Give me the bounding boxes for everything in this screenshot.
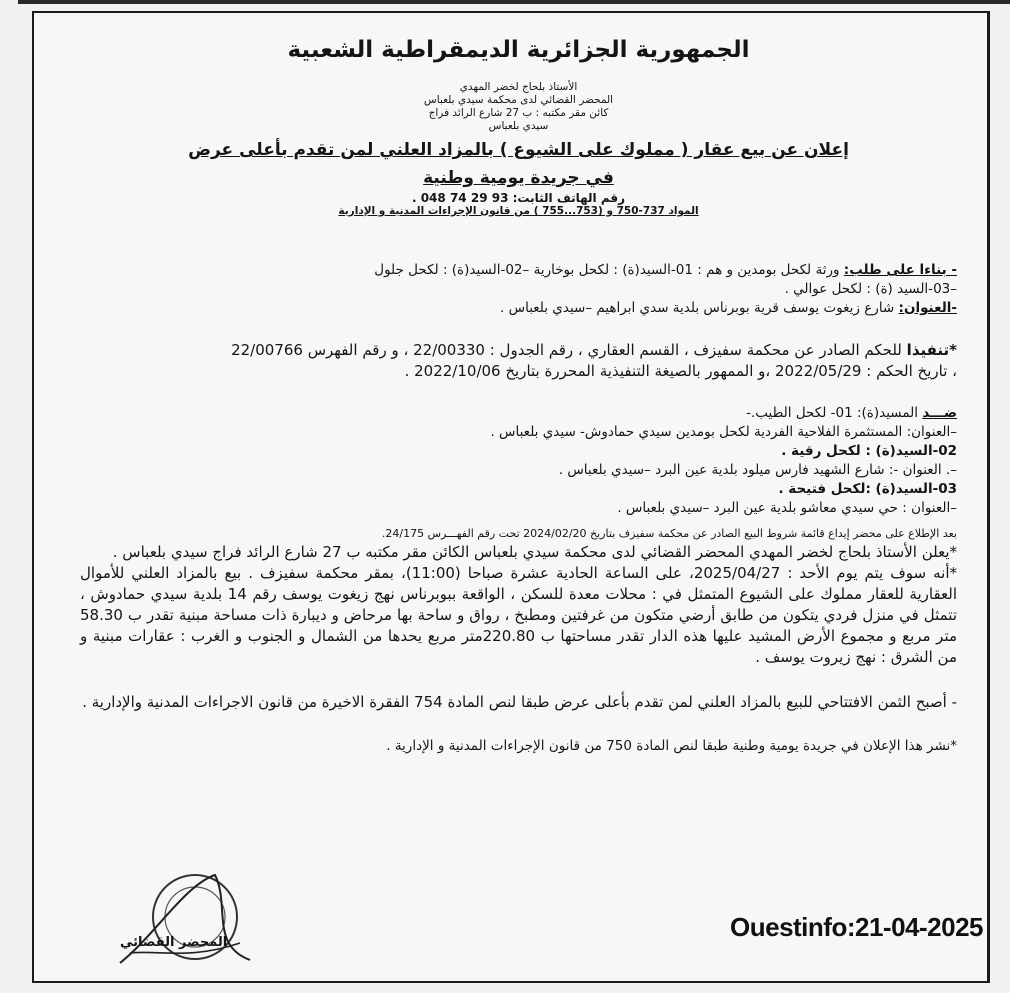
bailiff-stamp-icon	[100, 865, 270, 980]
bailiff-block	[80, 81, 957, 133]
sale-paragraph: *أنه سوف يتم يوم الأحد : 2025/04/27، على الساعة الحادية عشرة صباحا (11:00)، بمقر محكمة سفيزف . بيع بالمزاد العلني للأموال العقارية للعقار مملوك على الشيوع المتمثل في : محلات معدة للسكن ، الواقعة ببوبرناس نهج زيغوت يوسف رقم 14 بلدية سيدي حمادوش ، تتمثل في منزل فردي يتكون من طابق أرضي متكون من غرفتين ومطبخ ، رواق و ساحة بها مرحاض و ديبارة ذات مساحة مبنية تقدر ب 58.30 متر مربع و مجموع الأرض المشيد عليها هذه الدار تقدر مساحتها ب 220.80متر مربع يحدها من الشمال و الجنوب و الغرب : عقارات مبنية و من الشرق : نهج زيروت يوسف .	[80, 564, 958, 666]
address-label: -العنوان:	[898, 300, 957, 316]
request-line: –03-السيد (ة) : لكحل عوالي .	[784, 281, 957, 297]
legal-articles: المواد 737-750 و (753...755 ) من قانون الإجراءات المدنية و الإدارية	[338, 205, 699, 217]
bailiff-line: الأستاذ بلحاج لخضر المهدي	[459, 81, 578, 93]
request-section	[80, 261, 957, 318]
publication-paragraph: *نشر هذا الإعلان في جريدة يومية وطنية طبقا لنص المادة 750 من قانون الإجراءات المدنية و الإدارية .	[386, 738, 957, 754]
source-badge: Ouestinfo:21-04-2025	[730, 912, 983, 942]
opening-price-paragraph: - أصبح الثمن الافتتاحي للبيع بالمزاد العلني لمن تقدم بأعلى عرض طبقا لنص المادة 754 الفقرة الاخيرة من قانون الاجراءات المدنية والإدارية .	[82, 693, 957, 711]
announcement-title: إعلان عن بيع عقار ( مملوك على الشيوع ) بالمزاد العلني لمن تقدم بأعلى عرض	[188, 140, 849, 160]
against-line: 03-السيد(ة) :لكحل فتيحة .	[778, 481, 957, 497]
phone-label: رقم الهاتف الثابت: 93 29 74 048 .	[411, 191, 626, 205]
bailiff-line: سيدي بلعباس	[488, 120, 549, 132]
document-frame	[32, 11, 990, 983]
stamp-label: المحضر القضائي	[120, 935, 228, 950]
against-line: –العنوان : حي سيدي معاشو بلدية عين البرد –سيدي بلعباس .	[617, 500, 957, 516]
consultation-note: بعد الإطلاع على محضر إيداع قائمة شروط البيع الصادر عن محكمة سفيزف بتاريخ 2024/02/20 تحت رقم الفهـــرس 24/175.	[381, 527, 957, 540]
scan-edge	[18, 0, 1010, 4]
against-section	[80, 404, 957, 518]
against-line: 02-السيد(ة) : لكحل رقية .	[781, 443, 957, 459]
bailiff-line: المحضر القضائي لدى محكمة سيدي بلعباس	[423, 94, 614, 106]
execution-line: ، تاريخ الحكم : 2022/05/29 ،و الممهور بالصيغة التنفيذية المحررة بتاريخ 2022/10/06 .	[404, 362, 957, 380]
execution-section	[80, 340, 957, 382]
republic-heading: الجمهورية الجزائرية الديمقراطية الشعبية	[287, 37, 750, 63]
request-line: ورثة لكحل بومدين و هم : 01-السيد(ة) : لكحل بوخارية –02-السيد(ة) : لكحل جلول	[374, 262, 840, 278]
document-body	[34, 13, 987, 756]
request-label: - بناءا على طلب:	[843, 262, 957, 278]
against-line: –. العنوان -: شارع الشهيد فارس ميلود بلدية عين البرد –سيدي بلعباس .	[558, 462, 957, 478]
announces-paragraph: *يعلن الأستاذ بلحاج لخضر المهدي المحضر القضائي لدى محكمة سيدي بلعباس الكائن مقر مكتبه ب 27 شارع الرائد فراج سيدي بلعباس .	[112, 543, 957, 561]
against-line: المسيد(ة): 01- لكحل الطيب.-	[746, 405, 919, 421]
bailiff-line: كائن مقر مكتبه : ب 27 شارع الرائد فراج	[428, 107, 609, 119]
execution-label: *تنفيذا	[906, 341, 957, 359]
against-label: ضـــد	[922, 405, 957, 421]
against-line: –العنوان: المستثمرة الفلاحية الفردية لكحل بومدين سيدي حمادوش- سيدي بلعباس .	[490, 424, 957, 440]
request-address: شارع زيغوت يوسف قرية بوبرناس بلدية سدي ابراهيم –سيدي بلعباس .	[500, 300, 895, 316]
execution-line: للحكم الصادر عن محكمة سفيزف ، القسم العقاري ، رقم الجدول : 22/00330 ، و رقم الفهرس 22/00766	[231, 341, 902, 359]
announcement-subtitle: في جريدة يومية وطنية	[423, 168, 614, 188]
